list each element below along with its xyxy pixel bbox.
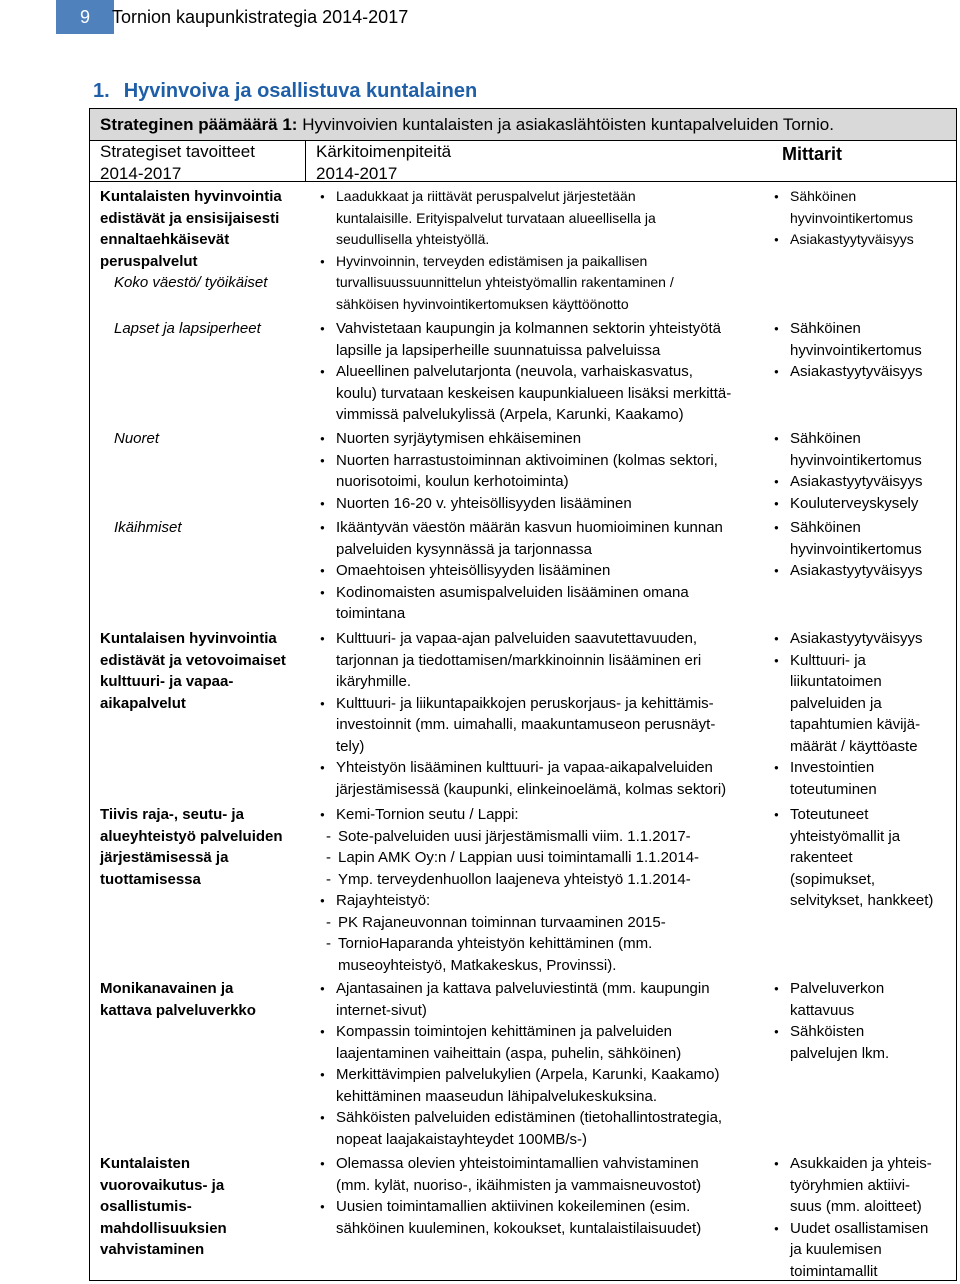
list-item: ● Kompassin toimintojen kehittäminen ja palveluiden laajentaminen vaiheittain (aspa, puhelin, sähköinen): [318, 1021, 778, 1064]
row-goal: Kuntalaisten vuorovaikutus- ja osallistumis- mahdollisuuksien vahvistaminen: [100, 1155, 227, 1258]
list-item: ● Uusien toimintamallien aktiivinen kokeileminen (esim. sähköinen kuuleminen, kokoukset, kuntalaistilaisuudet): [318, 1196, 778, 1239]
strategy-table: [89, 140, 957, 1281]
col-header-goals: Strategiset tavoitteet 2014-2017: [100, 142, 255, 183]
list-item: ● Merkittävimpien palvelukylien (Arpela, Karunki, Kaakamo) kehittäminen maaseudun lähipalvelukeskuksina.: [318, 1064, 778, 1107]
header-divider: [305, 141, 306, 181]
list-item: ● Asiakastyytyväisyys: [772, 229, 957, 251]
list-item: - PK Rajaneuvonnan toiminnan turvaaminen 2015-: [318, 912, 778, 934]
list-item: - Lapin AMK Oy:n / Lappian uusi toimintamalli 1.1.2014-: [318, 847, 778, 869]
list-item: ● Sähköisten palvelujen lkm.: [772, 1021, 957, 1064]
row-goal: Lapset ja lapsiperheet: [114, 320, 261, 337]
list-item: ● Ajantasainen ja kattava palveluviestintä (mm. kaupungin internet-sivut): [318, 978, 778, 1021]
document-title: Tornion kaupunkistrategia 2014-2017: [112, 7, 409, 27]
row-goal: Ikäihmiset: [114, 519, 182, 536]
row-actions: [318, 318, 778, 426]
list-item: ● Asiakastyytyväisyys: [772, 628, 957, 650]
row-actions: [318, 1153, 778, 1239]
row-goal: Kuntalaisten hyvinvointia edistävät ja ensisijaisesti ennaltaehkäisevät peruspalvelut Koko väestö/ työikäiset: [100, 188, 282, 291]
row-actions: [318, 804, 778, 976]
list-item: ● Nuorten syrjäytymisen ehkäiseminen: [318, 428, 778, 450]
list-item: ● Asiakastyytyväisyys: [772, 471, 957, 493]
row-metrics: [772, 978, 957, 1064]
row-metrics: [772, 804, 957, 912]
list-item: ● Palveluverkon kattavuus: [772, 978, 957, 1021]
row-actions: [318, 428, 778, 514]
section-heading: [93, 80, 477, 103]
list-item: - Ymp. terveydenhuollon laajeneva yhteistyö 1.1.2014-: [318, 869, 778, 891]
page-number: 9: [56, 0, 114, 34]
row-metrics: [772, 318, 957, 383]
section-title: Hyvinvoiva ja osallistuva kuntalainen: [123, 80, 478, 102]
row-actions: [318, 186, 778, 315]
col-header-actions: Kärkitoimenpiteitä 2014-2017: [316, 142, 452, 183]
goal-label: Strateginen päämäärä 1:: [100, 115, 298, 134]
list-item: ● Asukkaiden ja yhteis- työryhmien aktiivi- suus (mm. aloitteet): [772, 1153, 957, 1218]
list-item: ● Asiakastyytyväisyys: [772, 361, 957, 383]
list-item: ● Sähköinen hyvinvointikertomus: [772, 517, 957, 560]
list-item: ● Olemassa olevien yhteistoimintamallien vahvistaminen (mm. kylät, nuoriso-, ikäihmisten ja vammaisneuvostot): [318, 1153, 778, 1196]
section-number: 1.: [93, 80, 110, 102]
row-metrics: [772, 1153, 957, 1282]
strategic-goal-bar: [89, 108, 957, 140]
list-item: ● Asiakastyytyväisyys: [772, 560, 957, 582]
list-item: ● Kouluterveyskysely: [772, 493, 957, 515]
list-item: - Sote-palveluiden uusi järjestämismalli viim. 1.1.2017-: [318, 826, 778, 848]
row-metrics: [772, 186, 957, 251]
list-item: ● Rajayhteistyö:: [318, 890, 778, 912]
list-item: ● Kodinomaisten asumispalveluiden lisääminen omana toimintana: [318, 582, 778, 625]
list-item: ● Sähköinen hyvinvointikertomus: [772, 186, 957, 229]
list-item: ● Toteutuneet yhteistyömallit ja rakenteet (sopimukset, selvitykset, hankkeet): [772, 804, 957, 912]
list-item: ● Kemi-Tornion seutu / Lappi:: [318, 804, 778, 826]
row-goal: Monikanavainen ja kattava palveluverkko: [100, 980, 256, 1019]
list-item: ● Investointien toteutuminen: [772, 757, 957, 800]
row-metrics: [772, 428, 957, 514]
list-item: ● Alueellinen palvelutarjonta (neuvola, varhaiskasvatus, koulu) turvataan keskeisen kaupunkialueen lisäksi merkittä- vimmissä palvelukylissä (Arpela, Karunki, Kaakamo): [318, 361, 778, 426]
list-item: ● Hyvinvoinnin, terveyden edistämisen ja paikallisen turvallisuussuunnittelun yhteistyömallin rakentaminen / sähköisen hyvinvointikertomuksen käyttöönotto: [318, 251, 778, 316]
list-item: ● Vahvistetaan kaupungin ja kolmannen sektorin yhteistyötä lapsille ja lapsiperheille suunnatuissa palveluissa: [318, 318, 778, 361]
list-item: ● Ikääntyvän väestön määrän kasvun huomioiminen kunnan palveluiden kysynnässä ja tarjonnassa: [318, 517, 778, 560]
list-item: ● Omaehtoisen yhteisöllisyyden lisääminen: [318, 560, 778, 582]
list-item: ● Sähköisten palveluiden edistäminen (tietohallintostrategia, nopeat laajakaistayhteydet 100MB/s-): [318, 1107, 778, 1150]
list-item: ● Kulttuuri- ja vapaa-ajan palveluiden saavutettavuuden, tarjonnan ja tiedottamisen/markkinoinnin lisääminen eri ikäryhmille.: [318, 628, 778, 693]
row-goal: Kuntalaisen hyvinvointia edistävät ja vetovoimaiset kulttuuri- ja vapaa- aikapalvelut: [100, 630, 286, 712]
row-goal: Tiivis raja-, seutu- ja alueyhteistyö palveluiden järjestämisessä ja tuottamisessa: [100, 806, 283, 888]
list-item: ● Laadukkaat ja riittävät peruspalvelut järjestetään kuntalaisille. Erityispalvelut turvataan alueellisella ja seudullisella yhteistyöllä.: [318, 186, 778, 251]
row-actions: [318, 628, 778, 800]
list-item: ● Yhteistyön lisääminen kulttuuri- ja vapaa-aikapalveluiden järjestämisessä (kaupunki, elinkeinoelämä, kolmas sektori): [318, 757, 778, 800]
page-header: [0, 0, 960, 36]
goal-text: Hyvinvoivien kuntalaisten ja asiakaslähtöisten kuntapalveluiden Tornio.: [302, 115, 834, 134]
list-item: ● Sähköinen hyvinvointikertomus: [772, 318, 957, 361]
list-item: ● Uudet osallistamisen ja kuulemisen toimintamallit: [772, 1218, 957, 1283]
row-actions: [318, 517, 778, 625]
col-header-metrics: Mittarit: [782, 144, 842, 164]
list-item: ● Nuorten harrastustoiminnan aktivoiminen (kolmas sektori, nuorisotoimi, koulun kerhotoiminta): [318, 450, 778, 493]
header-rule: [90, 181, 956, 182]
row-metrics: [772, 517, 957, 582]
row-goal: Nuoret: [114, 430, 160, 447]
list-item: - TornioHaparanda yhteistyön kehittäminen (mm.: [318, 933, 778, 955]
list-item: ● Kulttuuri- ja liikuntapaikkojen peruskorjaus- ja kehittämis- investoinnit (mm. uimahalli, maakuntamuseon perusnäyt- tely): [318, 693, 778, 758]
list-item: ● Sähköinen hyvinvointikertomus: [772, 428, 957, 471]
list-item: museoyhteistyö, Matkakeskus, Provinssi).: [338, 956, 617, 974]
list-item: ● Nuorten 16-20 v. yhteisöllisyyden lisääminen: [318, 493, 778, 515]
row-actions: [318, 978, 778, 1150]
list-item: ● Kulttuuri- ja liikuntatoimen palveluiden ja tapahtumien kävijä- määrät / käyttöaste: [772, 650, 957, 758]
row-metrics: [772, 628, 957, 800]
